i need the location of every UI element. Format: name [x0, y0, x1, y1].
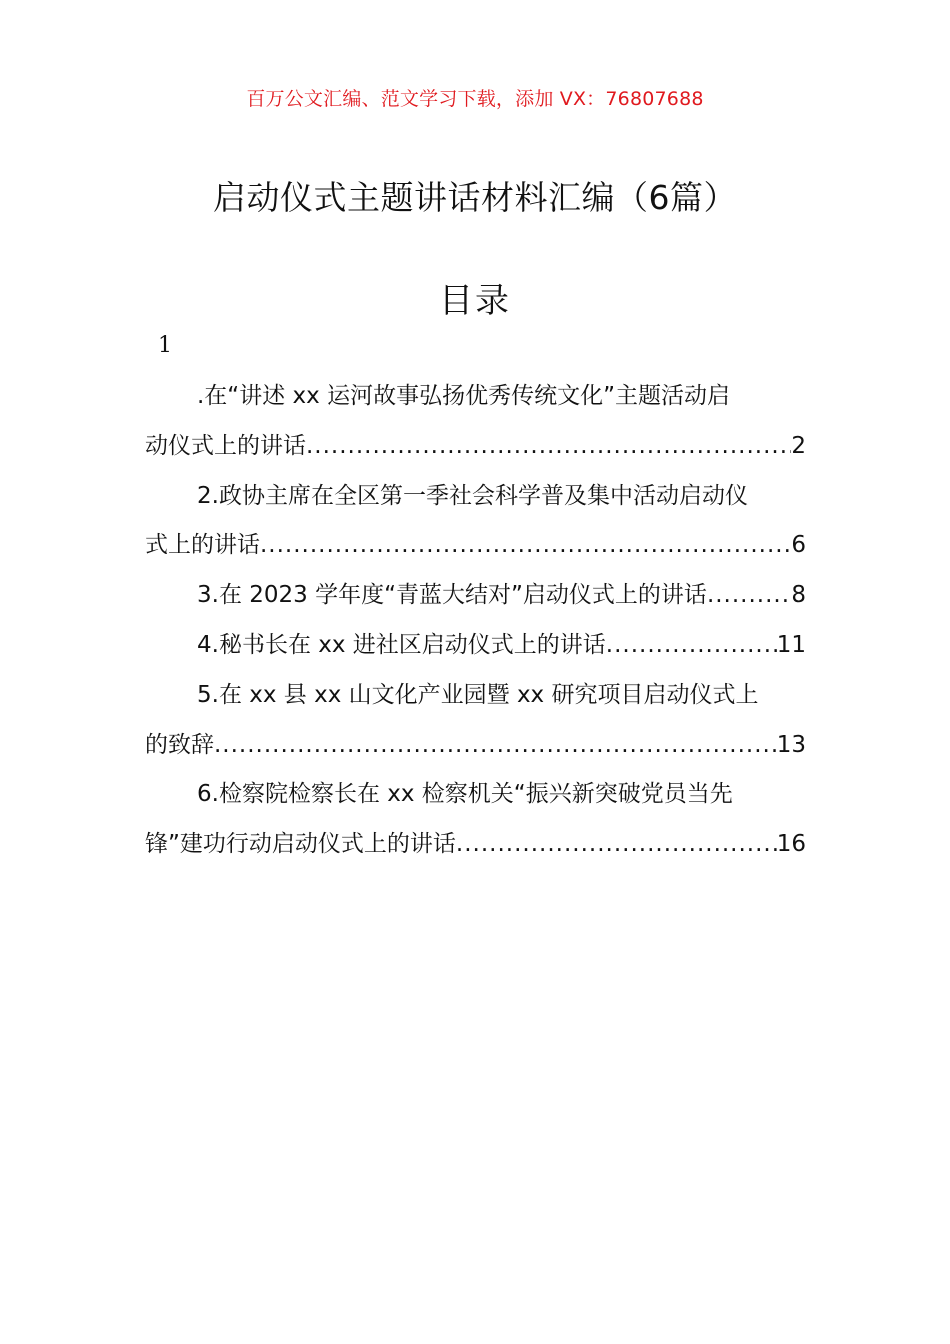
watermark-text: 百万公文汇编、范文学习下载，添加 VX：76807688 — [246, 88, 704, 110]
dot-leader — [707, 571, 791, 621]
toc-entry-text: 的致辞 — [145, 731, 214, 758]
document-title: 启动仪式主题讲话材料汇编（6篇） — [213, 178, 737, 217]
toc-entry-6[interactable] — [145, 770, 806, 870]
toc-heading: 目录 — [439, 281, 511, 321]
toc-entry-1[interactable] — [145, 372, 806, 472]
toc-entry-text: 4.秘书长在 xx 进社区启动仪式上的讲话 — [197, 631, 606, 658]
toc-entry-4[interactable] — [145, 621, 806, 671]
toc-entry-text: 2.政协主席在全区第一季社会科学普及集中活动启动仪 — [197, 482, 748, 509]
toc-page-number: 13 — [776, 731, 806, 758]
toc-entry-text: 动仪式上的讲话 — [145, 432, 306, 459]
toc-entry-text: 式上的讲话 — [145, 532, 260, 559]
dot-leader — [306, 422, 791, 472]
toc-entry-text: 6.检察院检察长在 xx 检察机关“振兴新突破党员当先 — [197, 781, 733, 808]
toc-page-number: 16 — [776, 831, 806, 858]
toc-page-number: 8 — [791, 582, 806, 609]
list-marker: 1 — [158, 333, 172, 358]
dot-leader — [214, 721, 777, 771]
toc-page-number: 2 — [791, 432, 806, 459]
dot-leader — [260, 521, 791, 571]
toc-entry-text: 5.在 xx 县 xx 山文化产业园暨 xx 研究项目启动仪式上 — [197, 681, 759, 708]
toc-entry-text: .在“讲述 xx 运河故事弘扬优秀传统文化”主题活动启 — [197, 383, 730, 409]
toc-page-number: 6 — [791, 532, 806, 559]
dot-leader — [606, 621, 777, 671]
table-of-contents — [145, 372, 806, 870]
toc-entry-3[interactable] — [145, 571, 806, 621]
dot-leader — [456, 820, 777, 870]
toc-page-number: 11 — [776, 631, 806, 658]
toc-entry-text: 锋”建功行动启动仪式上的讲话 — [145, 831, 456, 858]
toc-entry-2[interactable] — [145, 472, 806, 572]
toc-entry-5[interactable] — [145, 671, 806, 771]
toc-entry-text: 3.在 2023 学年度“青蓝大结对”启动仪式上的讲话 — [197, 582, 707, 609]
